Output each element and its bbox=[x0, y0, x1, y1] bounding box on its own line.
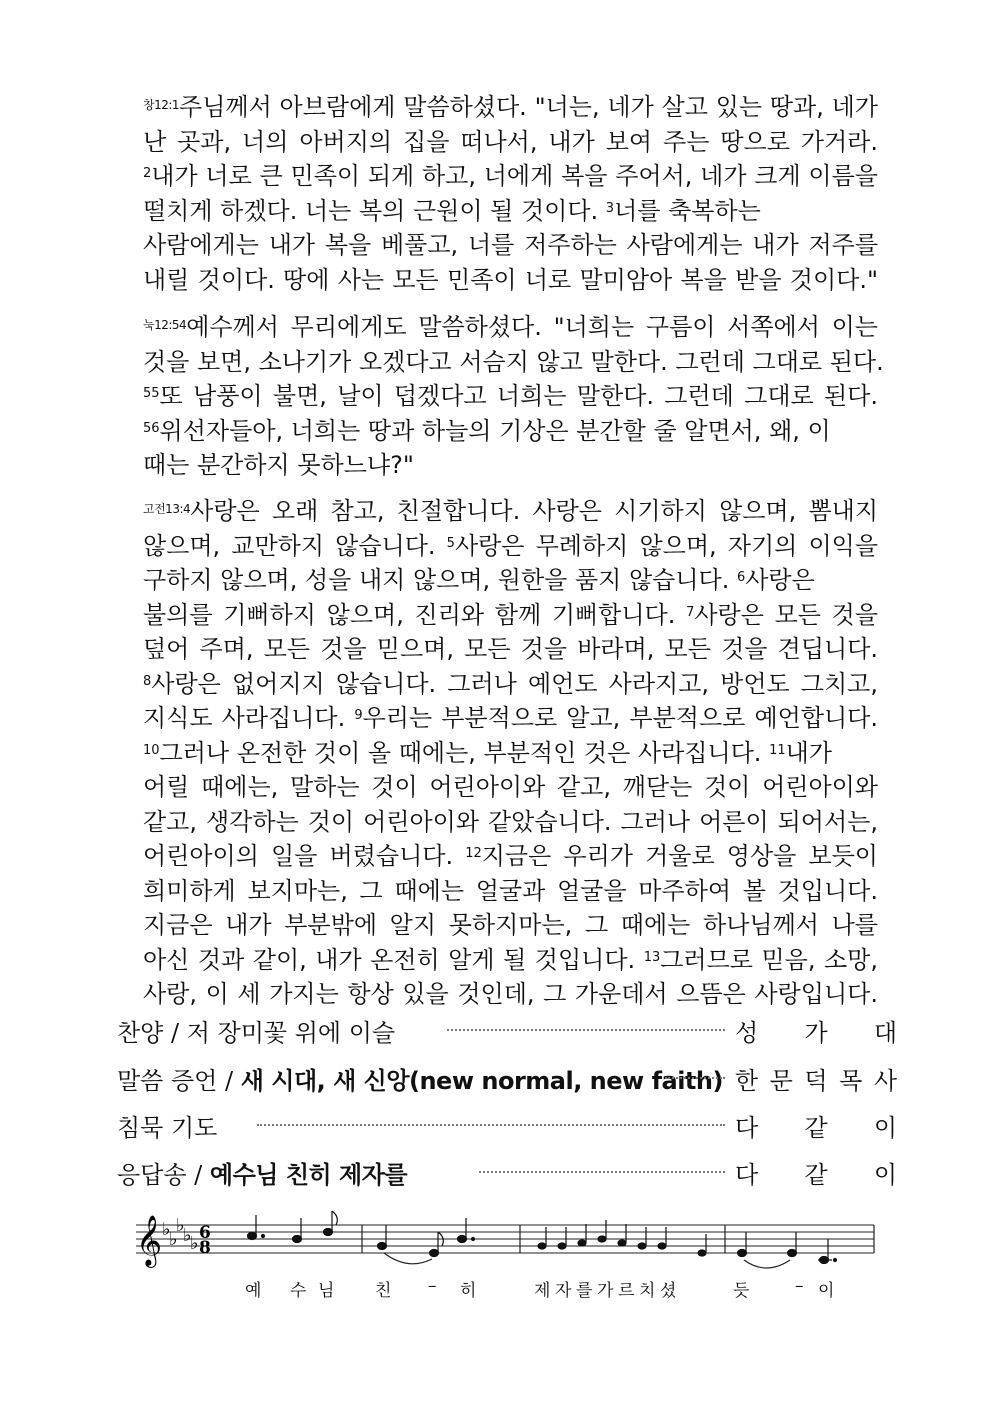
passage-line: $^{55}$또 남풍이 불면, 날이 덥겠다고 너희는 말한다. 그런데 그대로 된다. bbox=[143, 382, 878, 410]
lyric-syllable: 히 bbox=[460, 1281, 477, 1301]
slurs bbox=[384, 1253, 790, 1268]
lyric-syllable: 듯 bbox=[733, 1281, 750, 1301]
passage-line: $^{10}$그러나 온전한 것이 올 때에는, 부분적인 것은 사라집니다. $^{11}$내가 bbox=[143, 738, 832, 767]
passage-corinthians bbox=[143, 494, 878, 1012]
passage-line: 사랑, 이 세 가지는 항상 있을 것인데, 그 가운데서 으뜸은 사랑입니다. bbox=[143, 980, 878, 1008]
passage-line: $^8$사랑은 없어지지 않습니다. 그러나 예언도 사라지고, 방언도 그치고, bbox=[143, 669, 878, 698]
lyric-syllable: 이 bbox=[818, 1281, 835, 1301]
passage-line: $^{창12:1}$주님께서 아브람에게 말씀하셨다. "너는, 네가 살고 있는 땅과, 네가 bbox=[143, 93, 878, 121]
passage-line: 덮어 주며, 모든 것을 믿으며, 모든 것을 바라며, 모든 것을 견딥니다. bbox=[143, 635, 878, 663]
lyric-syllable: 자 bbox=[555, 1281, 572, 1301]
leader-dots bbox=[447, 1029, 725, 1031]
order-item-silent-prayer bbox=[117, 1108, 897, 1148]
svg-text:♭: ♭ bbox=[176, 1215, 185, 1236]
leader-dots bbox=[257, 1124, 725, 1126]
lyric-syllable: 르 bbox=[618, 1281, 635, 1301]
order-leader: 다 같 이 bbox=[735, 1114, 897, 1142]
passage-line: 지식도 사라집니다. $^9$우리는 부분적으로 알고, 부분적으로 예언합니다. bbox=[143, 704, 878, 732]
lyric-syllable: 수 bbox=[290, 1281, 307, 1301]
order-label: 말씀 증언 / 새 시대, 새 신앙(new normal, new faith) bbox=[117, 1067, 723, 1095]
verse-number: 56 bbox=[143, 420, 160, 436]
passage-luke bbox=[143, 310, 884, 483]
passage-line: 희미하게 보지마는, 그 때에는 얼굴과 얼굴을 마주하여 볼 것입니다. bbox=[143, 876, 878, 905]
passage-line: 지금은 내가 부분밖에 알지 못하지마는, 그 때에는 하나님께서 나를 bbox=[143, 911, 878, 939]
lyric-syllable: – bbox=[795, 1276, 804, 1296]
lyric-syllable: – bbox=[428, 1276, 437, 1296]
order-item-sermon bbox=[117, 1061, 897, 1101]
lyric-syllable: 를 bbox=[576, 1281, 593, 1301]
order-leader: 다 같 이 bbox=[735, 1161, 897, 1189]
verse-number: 8 bbox=[143, 673, 152, 689]
svg-text:♭: ♭ bbox=[183, 1225, 192, 1246]
passage-line: 아신 것과 같이, 내가 온전히 알게 될 것입니다. $^{13}$그러므로 믿음, 소망, bbox=[143, 945, 878, 974]
order-label: 찬양 / 저 장미꽃 위에 이슬 bbox=[117, 1019, 396, 1047]
passage-line: 불의를 기뻐하지 않으며, 진리와 함께 기뻐합니다. $^7$사랑은 모든 것을 bbox=[143, 600, 879, 629]
order-item-response bbox=[117, 1155, 897, 1195]
treble-clef-icon: 𝄞 bbox=[136, 1215, 163, 1266]
leader-dots bbox=[665, 1077, 725, 1079]
verse-number: 3 bbox=[605, 200, 615, 216]
passage-line: 같고, 생각하는 것이 어린아이와 같았습니다. 그러나 어른이 되어서는, bbox=[143, 807, 878, 836]
order-item-anthem bbox=[117, 1013, 897, 1053]
passage-line: $^2$내가 너로 큰 민족이 되게 하고, 너에게 복을 주어서, 네가 크게 이름을 bbox=[143, 162, 878, 190]
passage-line: 어릴 때에는, 말하는 것이 어린아이와 같고, 깨닫는 것이 어린아이와 bbox=[143, 773, 878, 801]
staff-lines bbox=[136, 1225, 874, 1253]
passage-line: 구하지 않으며, 성을 내지 않으며, 원한을 품지 않습니다. $^6$사랑은 bbox=[143, 566, 815, 594]
verse-reference: 눅12:54 bbox=[143, 318, 187, 332]
verse-number: 55 bbox=[143, 386, 160, 401]
lyric-syllable: 치 bbox=[639, 1281, 656, 1301]
verse-number: 11 bbox=[769, 742, 786, 758]
lyric-syllable: 셨 bbox=[660, 1281, 677, 1301]
verse-number: 10 bbox=[143, 742, 160, 758]
order-leader: 성 가 대 bbox=[735, 1019, 897, 1047]
passage-line: 않으며, 교만하지 않습니다. $^5$사랑은 무례하지 않으며, 자기의 이익을 bbox=[143, 531, 878, 560]
verse-reference: 창12:1 bbox=[143, 98, 180, 112]
passage-line: 난 곳과, 너의 아버지의 집을 떠나서, 내가 보여 주는 땅으로 가거라. bbox=[143, 127, 878, 156]
svg-text:♭: ♭ bbox=[162, 1219, 171, 1240]
leader-dots bbox=[479, 1171, 725, 1173]
verse-number: 7 bbox=[686, 604, 695, 620]
verse-number: 13 bbox=[643, 949, 661, 965]
passage-line: 내릴 것이다. 땅에 사는 모든 민족이 너로 말미암아 복을 받을 것이다." bbox=[143, 265, 878, 294]
verse-number: 2 bbox=[143, 166, 152, 181]
verse-number: 6 bbox=[736, 570, 746, 585]
verse-number: 9 bbox=[354, 708, 363, 723]
lyric-syllable: 제 bbox=[534, 1281, 551, 1301]
passage-genesis bbox=[143, 90, 878, 297]
passage-line: 사람에게는 내가 복을 베풀고, 너를 저주하는 사람에게는 내가 저주를 bbox=[143, 231, 878, 259]
lyric-syllable: 예 bbox=[245, 1281, 262, 1301]
order-label: 응답송 / 예수님 친히 제자를 bbox=[117, 1161, 408, 1189]
svg-text:♭: ♭ bbox=[190, 1233, 199, 1254]
lyric-syllable: 님 bbox=[318, 1281, 335, 1301]
key-signature bbox=[162, 1215, 199, 1254]
order-leader: 한 문 덕 목 사 bbox=[735, 1067, 897, 1095]
lyric-syllable: 가 bbox=[597, 1281, 614, 1301]
verse-number: 5 bbox=[446, 535, 455, 551]
music-score bbox=[132, 1205, 877, 1275]
passage-line: 때는 분간하지 못하느냐?" bbox=[143, 451, 414, 479]
verse-number: 12 bbox=[465, 846, 482, 861]
passage-line: 것을 보면, 소나기가 오겠다고 서슴지 않고 말한다. 그런데 그대로 된다. bbox=[143, 347, 884, 376]
notes bbox=[248, 1211, 837, 1264]
passage-line: $^{눅12:54}$예수께서 무리에게도 말씀하셨다. "너희는 구름이 서쪽에서 이는 bbox=[143, 313, 878, 341]
verse-reference: 고전13:4 bbox=[143, 502, 191, 516]
passage-line: 어린아이의 일을 버렸습니다. $^{12}$지금은 우리가 거울로 영상을 보듯이 bbox=[143, 842, 878, 870]
passage-line: $^{고전13:4}$사랑은 오래 참고, 친절합니다. 사랑은 시기하지 않으며, 뽐내지 bbox=[143, 497, 878, 525]
time-signature-bottom: 8 bbox=[199, 1238, 211, 1258]
time-signature-top: 6 bbox=[199, 1223, 211, 1243]
passage-line: 떨치게 하겠다. 너는 복의 근원이 될 것이다. $^3$너를 축복하는 bbox=[143, 196, 761, 225]
lyric-syllable: 친 bbox=[375, 1281, 392, 1301]
order-label: 침묵 기도 bbox=[117, 1114, 218, 1142]
passage-line: $^{56}$위선자들아, 너희는 땅과 하늘의 기상은 분간할 줄 알면서, 왜, 이 bbox=[143, 416, 831, 445]
svg-text:♭: ♭ bbox=[169, 1229, 178, 1250]
